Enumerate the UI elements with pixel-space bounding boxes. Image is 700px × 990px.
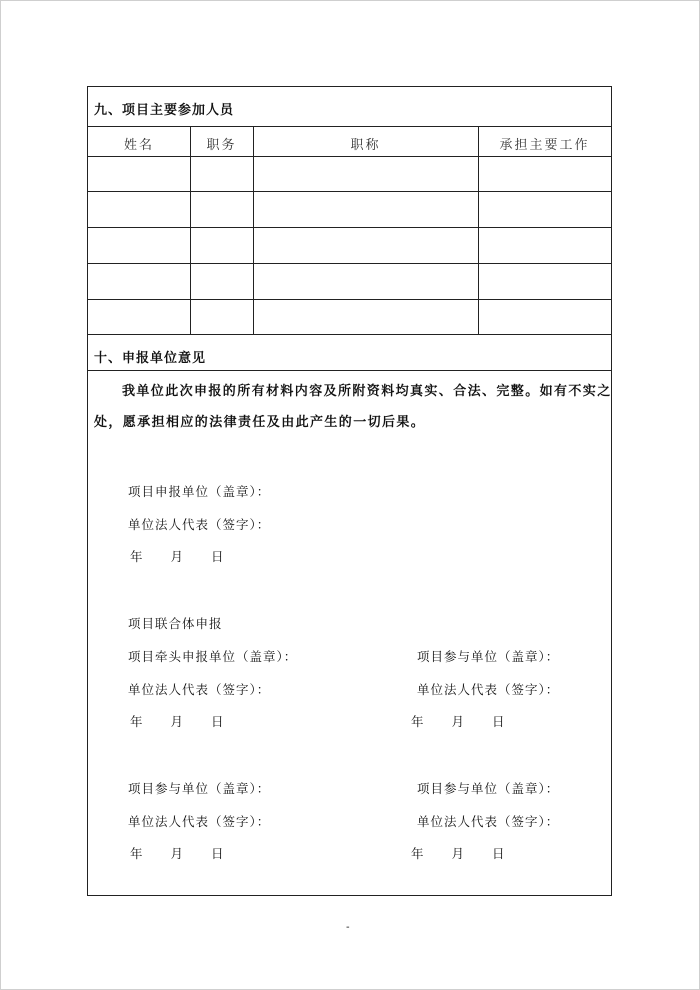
table-cell-name-4[interactable] xyxy=(88,264,190,299)
section-10-title: 十、申报单位意见 xyxy=(94,351,207,366)
day-label: 日 xyxy=(492,714,506,729)
date-line xyxy=(411,712,506,730)
table-rule xyxy=(88,334,611,335)
month-label: 月 xyxy=(170,714,185,729)
statement-line-2: 处，愿承担相应的法律责任及由此产生的一切后果。 xyxy=(94,415,426,430)
col-header-main-work: 承担主要工作 xyxy=(499,138,590,153)
page-footer-mark: - xyxy=(346,922,350,933)
table-column-rule xyxy=(190,126,191,334)
col-header-position: 职务 xyxy=(206,138,237,153)
consortium-title: 项目联合体申报 xyxy=(128,616,223,631)
participant-unit-seal-label: 项目参与单位（盖章）： xyxy=(417,649,560,664)
table-column-rule xyxy=(478,126,479,334)
table-column-rule xyxy=(253,126,254,334)
legal-rep-signature-label: 单位法人代表（签字）： xyxy=(128,682,271,697)
day-label: 日 xyxy=(211,714,225,729)
year-label: 年 xyxy=(411,714,425,729)
col-header-title: 职称 xyxy=(350,138,381,153)
lead-unit-seal-label: 项目牵头申报单位（盖章）： xyxy=(128,649,298,664)
participant-unit-seal-label: 项目参与单位（盖章）： xyxy=(417,781,560,796)
col-header-name: 姓名 xyxy=(123,138,154,153)
table-cell-name-3[interactable] xyxy=(88,228,190,263)
month-label: 月 xyxy=(451,846,466,861)
month-label: 月 xyxy=(170,846,185,861)
legal-rep-signature-label: 单位法人代表（签字）： xyxy=(417,682,560,697)
legal-rep-signature-label: 单位法人代表（签字）： xyxy=(128,814,271,829)
legal-rep-signature-label: 单位法人代表（签字）： xyxy=(417,814,560,829)
month-label: 月 xyxy=(170,549,185,564)
day-label: 日 xyxy=(211,846,225,861)
date-line xyxy=(130,844,225,862)
section-9-title: 九、项目主要参加人员 xyxy=(94,103,235,118)
applicant-unit-seal-label: 项目申报单位（盖章）： xyxy=(128,484,271,499)
year-label: 年 xyxy=(411,846,425,861)
table-cell-name-2[interactable] xyxy=(88,192,190,227)
participant-unit-seal-label: 项目参与单位（盖章）： xyxy=(128,781,271,796)
date-line xyxy=(130,712,225,730)
date-line xyxy=(411,844,506,862)
year-label: 年 xyxy=(130,549,144,564)
table-cell-name-5[interactable] xyxy=(88,300,190,334)
divider xyxy=(88,370,611,371)
application-form xyxy=(87,86,612,896)
divider xyxy=(88,126,611,127)
day-label: 日 xyxy=(492,846,506,861)
statement-line-1: 我单位此次申报的所有材料内容及所附资料均真实、合法、完整。如有不实之 xyxy=(122,384,612,399)
year-label: 年 xyxy=(130,714,144,729)
date-line xyxy=(130,547,225,565)
table-cell-name-1[interactable] xyxy=(88,157,190,191)
day-label: 日 xyxy=(211,549,225,564)
month-label: 月 xyxy=(451,714,466,729)
legal-rep-signature-label: 单位法人代表（签字）： xyxy=(128,517,271,532)
year-label: 年 xyxy=(130,846,144,861)
